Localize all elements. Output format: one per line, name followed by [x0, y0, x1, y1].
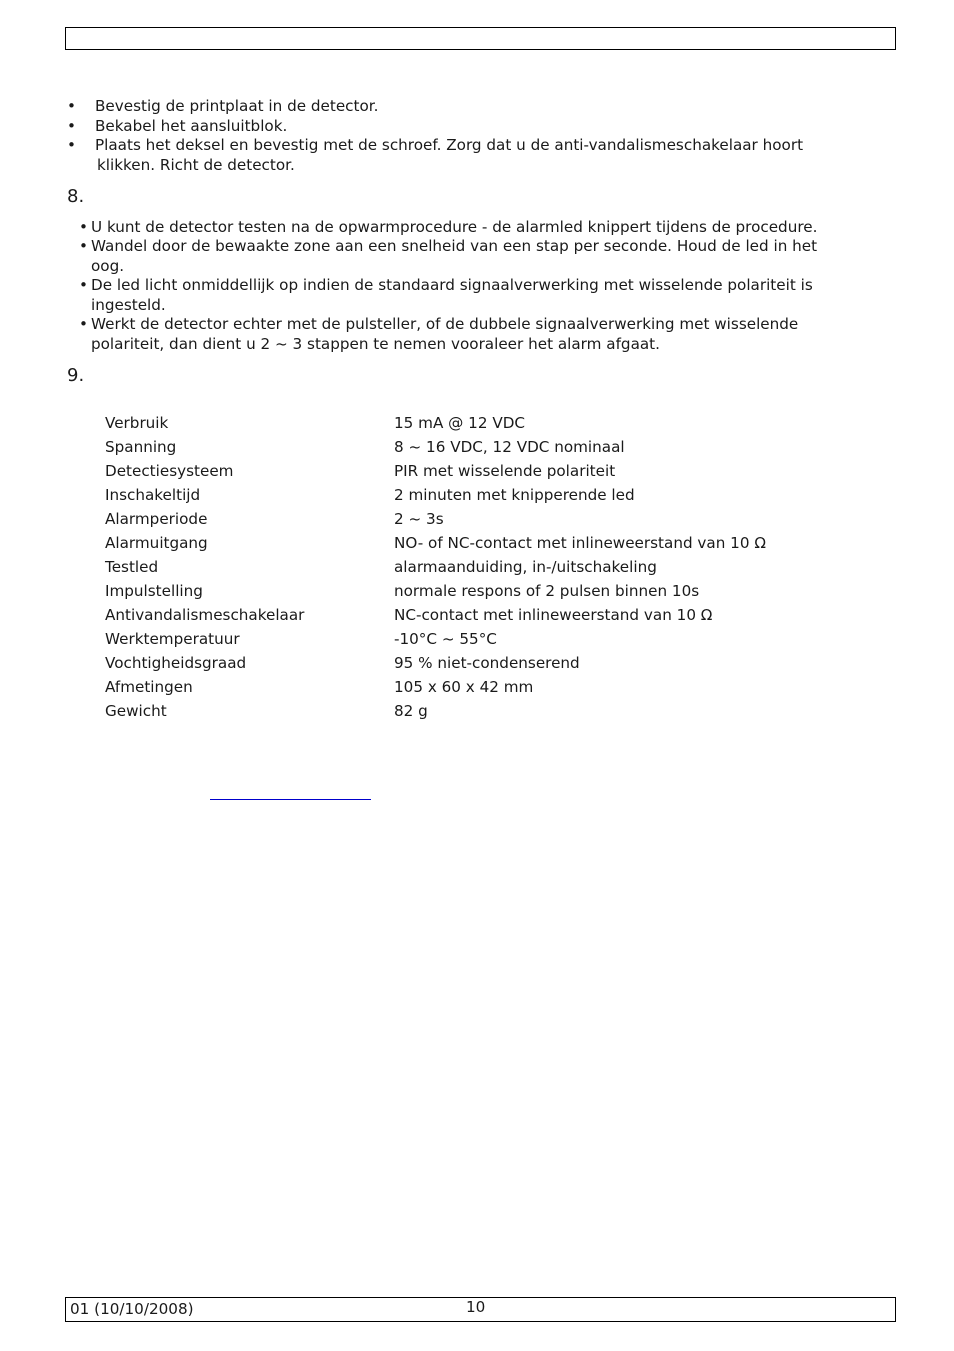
spec-value: 82 g — [394, 702, 428, 720]
spec-label: Spanning — [105, 438, 177, 456]
section8-line: polariteit, dan dient u 2 ~ 3 stappen te nemen vooraleer het alarm afgaat. — [91, 335, 660, 353]
spec-value: NC-contact met inlineweerstand van 10 Ω — [394, 606, 713, 624]
footer-box — [65, 1297, 896, 1322]
footer-version: 01 (10/10/2008) — [70, 1300, 194, 1318]
step-text: Bevestig de printplaat in de detector. — [95, 97, 379, 115]
bullet: • — [67, 97, 76, 115]
section-number-9: 9. — [67, 365, 85, 386]
spec-value: 8 ~ 16 VDC, 12 VDC nominaal — [394, 438, 625, 456]
spec-value: 105 x 60 x 42 mm — [394, 678, 534, 696]
spec-label: Testled — [105, 558, 159, 576]
bullet: • — [79, 237, 88, 255]
bullet: • — [79, 218, 88, 236]
spec-label: Werktemperatuur — [105, 630, 240, 648]
bullet: • — [79, 276, 88, 294]
page-number: 10 — [466, 1298, 486, 1316]
spec-value: normale respons of 2 pulsen binnen 10s — [394, 582, 700, 600]
header-box — [65, 27, 896, 50]
bullet: • — [79, 315, 88, 333]
bullet: • — [67, 117, 76, 135]
hyperlink-underline[interactable] — [210, 799, 371, 800]
section8-line: Werkt de detector echter met de pulsteller, of de dubbele signaalverwerking met wisselende — [91, 315, 799, 333]
spec-label: Impulstelling — [105, 582, 203, 600]
section8-line: U kunt de detector testen na de opwarmprocedure - de alarmled knippert tijdens de procedure. — [91, 218, 818, 236]
spec-label: Antivandalismeschakelaar — [105, 606, 305, 624]
spec-value: 2 ~ 3s — [394, 510, 444, 528]
spec-label: Detectiesysteem — [105, 462, 234, 480]
section-number-8: 8. — [67, 186, 85, 207]
section8-line: Wandel door de bewaakte zone aan een snelheid van een stap per seconde. Houd de led in het — [91, 237, 818, 255]
step-text: Plaats het deksel en bevestig met de schroef. Zorg dat u de anti-vandalismeschakelaar hoort — [95, 136, 804, 154]
spec-label: Verbruik — [105, 414, 169, 432]
spec-label: Vochtigheidsgraad — [105, 654, 247, 672]
spec-label: Afmetingen — [105, 678, 193, 696]
spec-value: PIR met wisselende polariteit — [394, 462, 616, 480]
section8-line: ingesteld. — [91, 296, 166, 314]
spec-value: NO- of NC-contact met inlineweerstand van 10 Ω — [394, 534, 766, 552]
step-text: Bekabel het aansluitblok. — [95, 117, 288, 135]
spec-value: alarmaanduiding, in-/uitschakeling — [394, 558, 657, 576]
spec-value: 15 mA @ 12 VDC — [394, 414, 526, 432]
step-text: klikken. Richt de detector. — [97, 156, 295, 174]
section8-line: De led licht onmiddellijk op indien de standaard signaalverwerking met wisselende polariteit is — [91, 276, 813, 294]
spec-value: 95 % niet-condenserend — [394, 654, 580, 672]
spec-label: Gewicht — [105, 702, 167, 720]
section8-line: oog. — [91, 257, 125, 275]
spec-value: -10°C ~ 55°C — [394, 630, 497, 648]
spec-label: Alarmperiode — [105, 510, 208, 528]
bullet: • — [67, 136, 76, 154]
spec-label: Inschakeltijd — [105, 486, 201, 504]
spec-label: Alarmuitgang — [105, 534, 208, 552]
spec-value: 2 minuten met knipperende led — [394, 486, 635, 504]
